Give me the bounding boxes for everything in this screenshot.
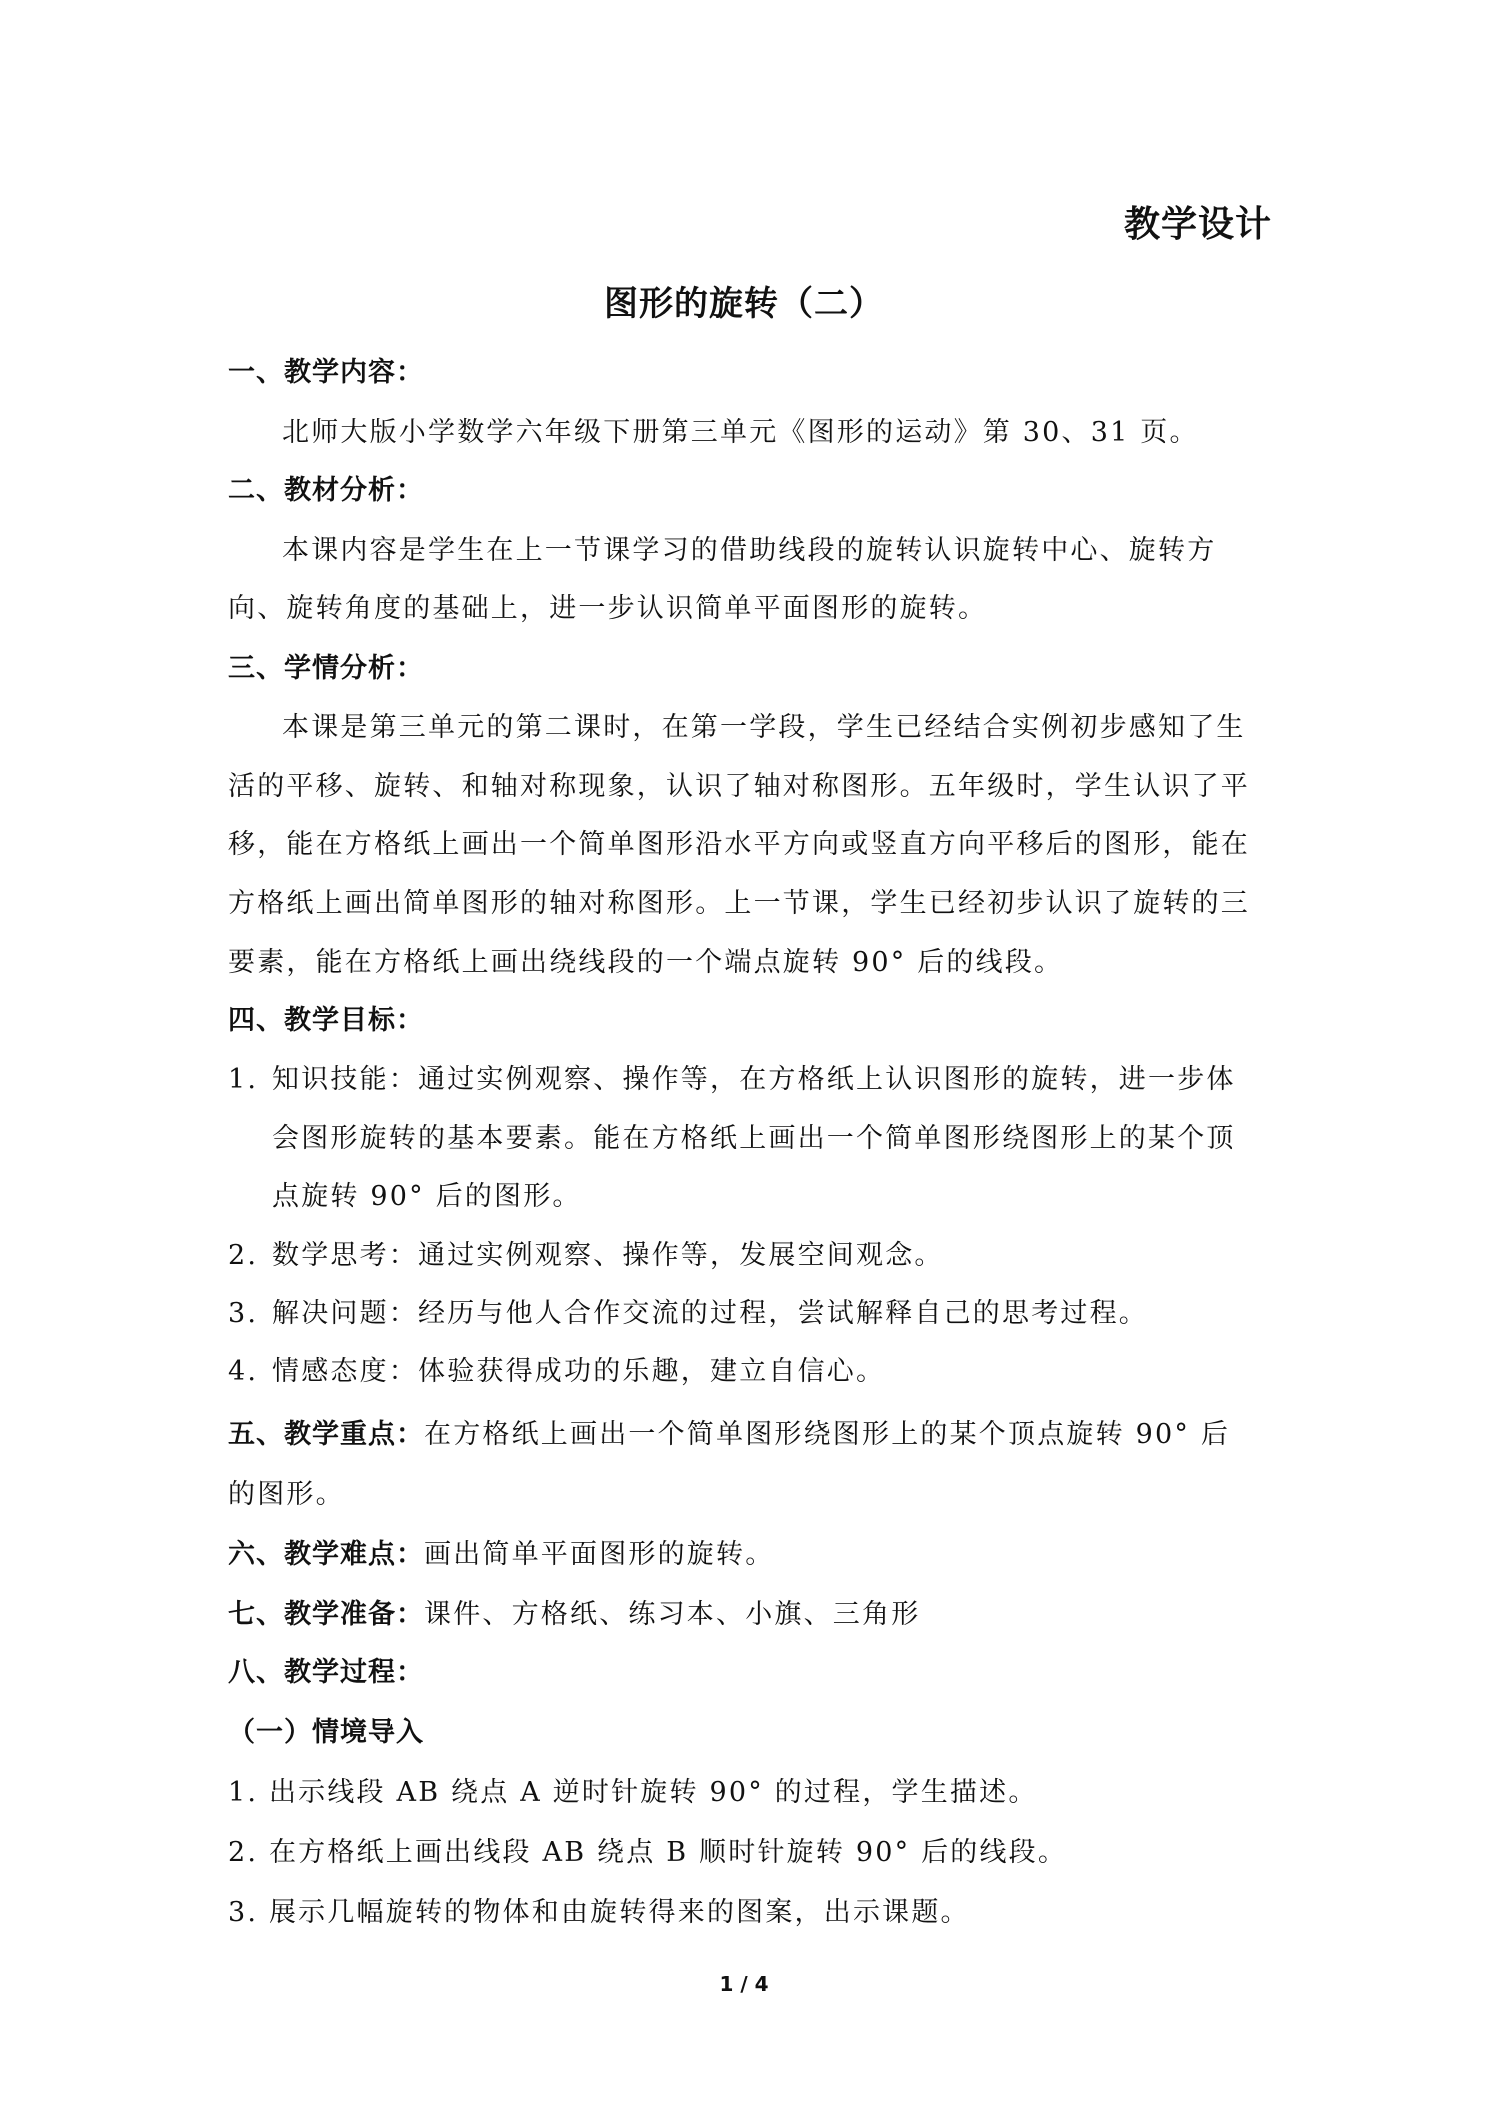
goal-number: 1. <box>228 1064 259 1095</box>
process-step: 3. 展示几幅旋转的物体和由旋转得来的图案，出示课题。 <box>228 1897 970 1928</box>
section-heading-difficulty: 六、教学难点： <box>228 1539 424 1570</box>
section-text-preparation: 课件、方格纸、练习本、小旗、三角形 <box>424 1599 921 1630</box>
paragraph-line: 活的平移、旋转、和轴对称现象，认识了轴对称图形。五年级时，学生认识了平 <box>228 771 1250 802</box>
goal-text: 情感态度：体验获得成功的乐趣，建立自信心。 <box>272 1356 886 1387</box>
goal-item <box>228 1291 1273 1330</box>
document-label: 教学设计 <box>1123 204 1272 245</box>
goal-number: 4. <box>228 1356 259 1387</box>
goal-item <box>228 1057 1273 1096</box>
process-step: 1. 出示线段 AB 绕点 A 逆时针旋转 90° 的过程，学生描述。 <box>228 1777 1038 1808</box>
subsection-heading: （一）情境导入 <box>228 1717 424 1748</box>
page-title: 图形的旋转（二） <box>604 284 884 324</box>
goal-number: 3. <box>228 1298 259 1329</box>
paragraph-line: 本课内容是学生在上一节课学习的借助线段的旋转认识旋转中心、旋转方 <box>282 535 1217 566</box>
goal-number: 2. <box>228 1240 259 1271</box>
section-text-difficulty: 画出简单平面图形的旋转。 <box>424 1539 775 1570</box>
section-text-content: 北师大版小学数学六年级下册第三单元《图形的运动》第 30、31 页。 <box>282 417 1199 448</box>
goal-text: 知识技能：通过实例观察、操作等，在方格纸上认识图形的旋转，进一步体 <box>272 1064 1236 1095</box>
goal-text-continued: 点旋转 90° 后的图形。 <box>272 1181 582 1212</box>
section-preparation <box>228 1592 1273 1631</box>
paragraph-line: 本课是第三单元的第二课时，在第一学段，学生已经结合实例初步感知了生 <box>282 712 1246 743</box>
paragraph-line: 的图形。 <box>228 1479 345 1510</box>
goal-item <box>228 1349 1273 1388</box>
section-text-key-points: 在方格纸上画出一个简单图形绕图形上的某个顶点旋转 90° 后 <box>424 1419 1231 1450</box>
goal-text: 解决问题：经历与他人合作交流的过程，尝试解释自己的思考过程。 <box>272 1298 1148 1329</box>
section-difficulty <box>228 1532 1273 1571</box>
section-key-points <box>228 1412 1273 1451</box>
section-heading-students: 三、学情分析： <box>228 653 424 684</box>
paragraph-line: 向、旋转角度的基础上，进一步认识简单平面图形的旋转。 <box>228 593 988 624</box>
paragraph-line: 移，能在方格纸上画出一个简单图形沿水平方向或竖直方向平移后的图形，能在 <box>228 829 1250 860</box>
process-step: 2. 在方格纸上画出线段 AB 绕点 B 顺时针旋转 90° 后的线段。 <box>228 1837 1068 1868</box>
section-heading-process: 八、教学过程： <box>228 1657 424 1688</box>
paragraph-line: 要素，能在方格纸上画出绕线段的一个端点旋转 90° 后的线段。 <box>228 947 1064 978</box>
goal-item <box>228 1233 1273 1272</box>
goal-text-continued: 会图形旋转的基本要素。能在方格纸上画出一个简单图形绕图形上的某个顶 <box>272 1123 1236 1154</box>
section-heading-preparation: 七、教学准备： <box>228 1599 424 1630</box>
page-number: 1 / 4 <box>719 1972 769 1996</box>
paragraph-line: 方格纸上画出简单图形的轴对称图形。上一节课，学生已经初步认识了旋转的三 <box>228 888 1250 919</box>
section-heading-goals: 四、教学目标： <box>228 1005 424 1036</box>
section-heading-key-points: 五、教学重点： <box>228 1419 424 1450</box>
section-heading-content: 一、教学内容： <box>228 357 424 388</box>
section-heading-analysis: 二、教材分析： <box>228 475 424 506</box>
goal-text: 数学思考：通过实例观察、操作等，发展空间观念。 <box>272 1240 944 1271</box>
